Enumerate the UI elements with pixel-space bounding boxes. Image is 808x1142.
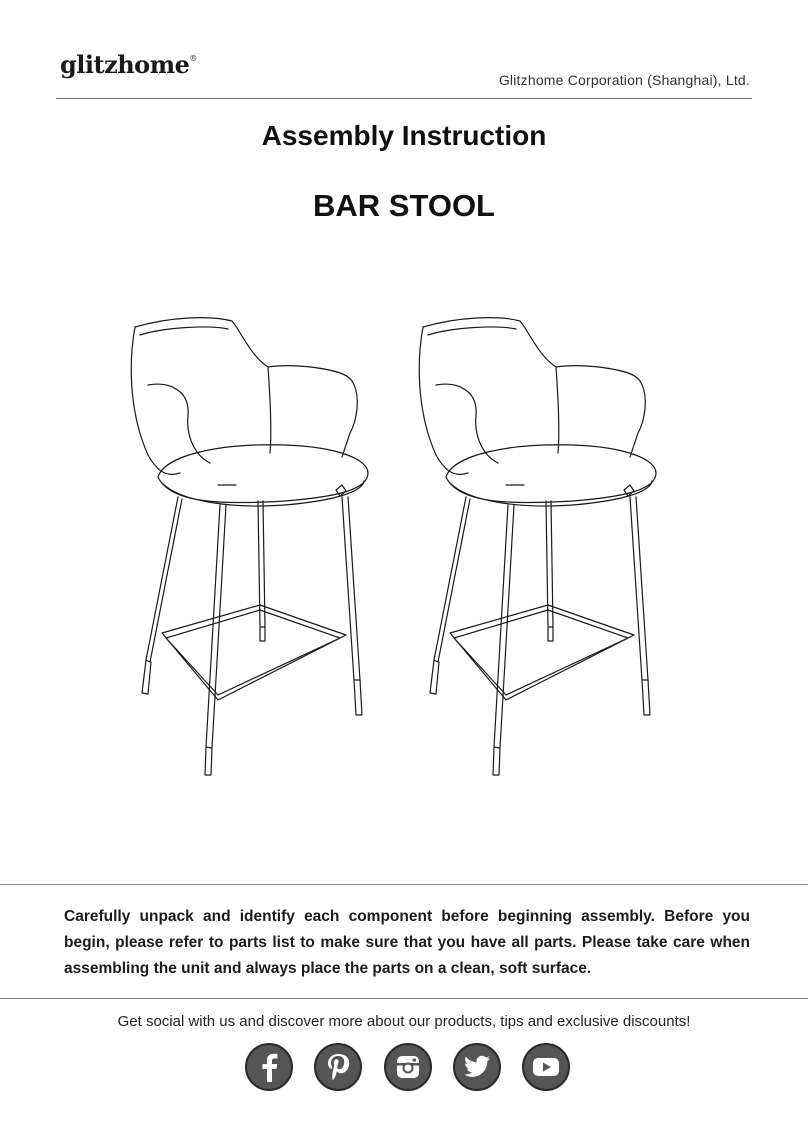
registered-mark: ® <box>189 54 197 63</box>
bar-stool-left <box>131 318 368 775</box>
product-name: BAR STOOL <box>313 188 495 223</box>
assembly-notice: Carefully unpack and identify each component before beginning assembly. Before you begin, please refer to parts list to make sure that you have all parts. Please take care when assembling the unit and always place the parts on a clean, soft surface. <box>64 908 750 977</box>
instagram-icon[interactable] <box>384 1043 432 1091</box>
facebook-icon[interactable] <box>245 1043 293 1091</box>
logo-text: glitzhome <box>60 50 190 79</box>
bar-stool-illustration <box>110 305 670 795</box>
twitter-icon[interactable] <box>453 1043 501 1091</box>
social-links <box>245 1043 570 1093</box>
section-divider <box>0 884 808 885</box>
document-title: Assembly Instruction <box>261 120 547 151</box>
footer-divider <box>0 998 808 999</box>
bar-stool-right <box>419 318 656 775</box>
header-divider <box>56 98 752 99</box>
pinterest-icon[interactable] <box>314 1043 362 1091</box>
company-name: Glitzhome Corporation (Shanghai), Ltd. <box>498 72 750 88</box>
social-callout: Get social with us and discover more about our products, tips and exclusive discounts! <box>117 1013 691 1030</box>
brand-logo <box>60 50 197 79</box>
youtube-icon[interactable] <box>522 1043 570 1091</box>
